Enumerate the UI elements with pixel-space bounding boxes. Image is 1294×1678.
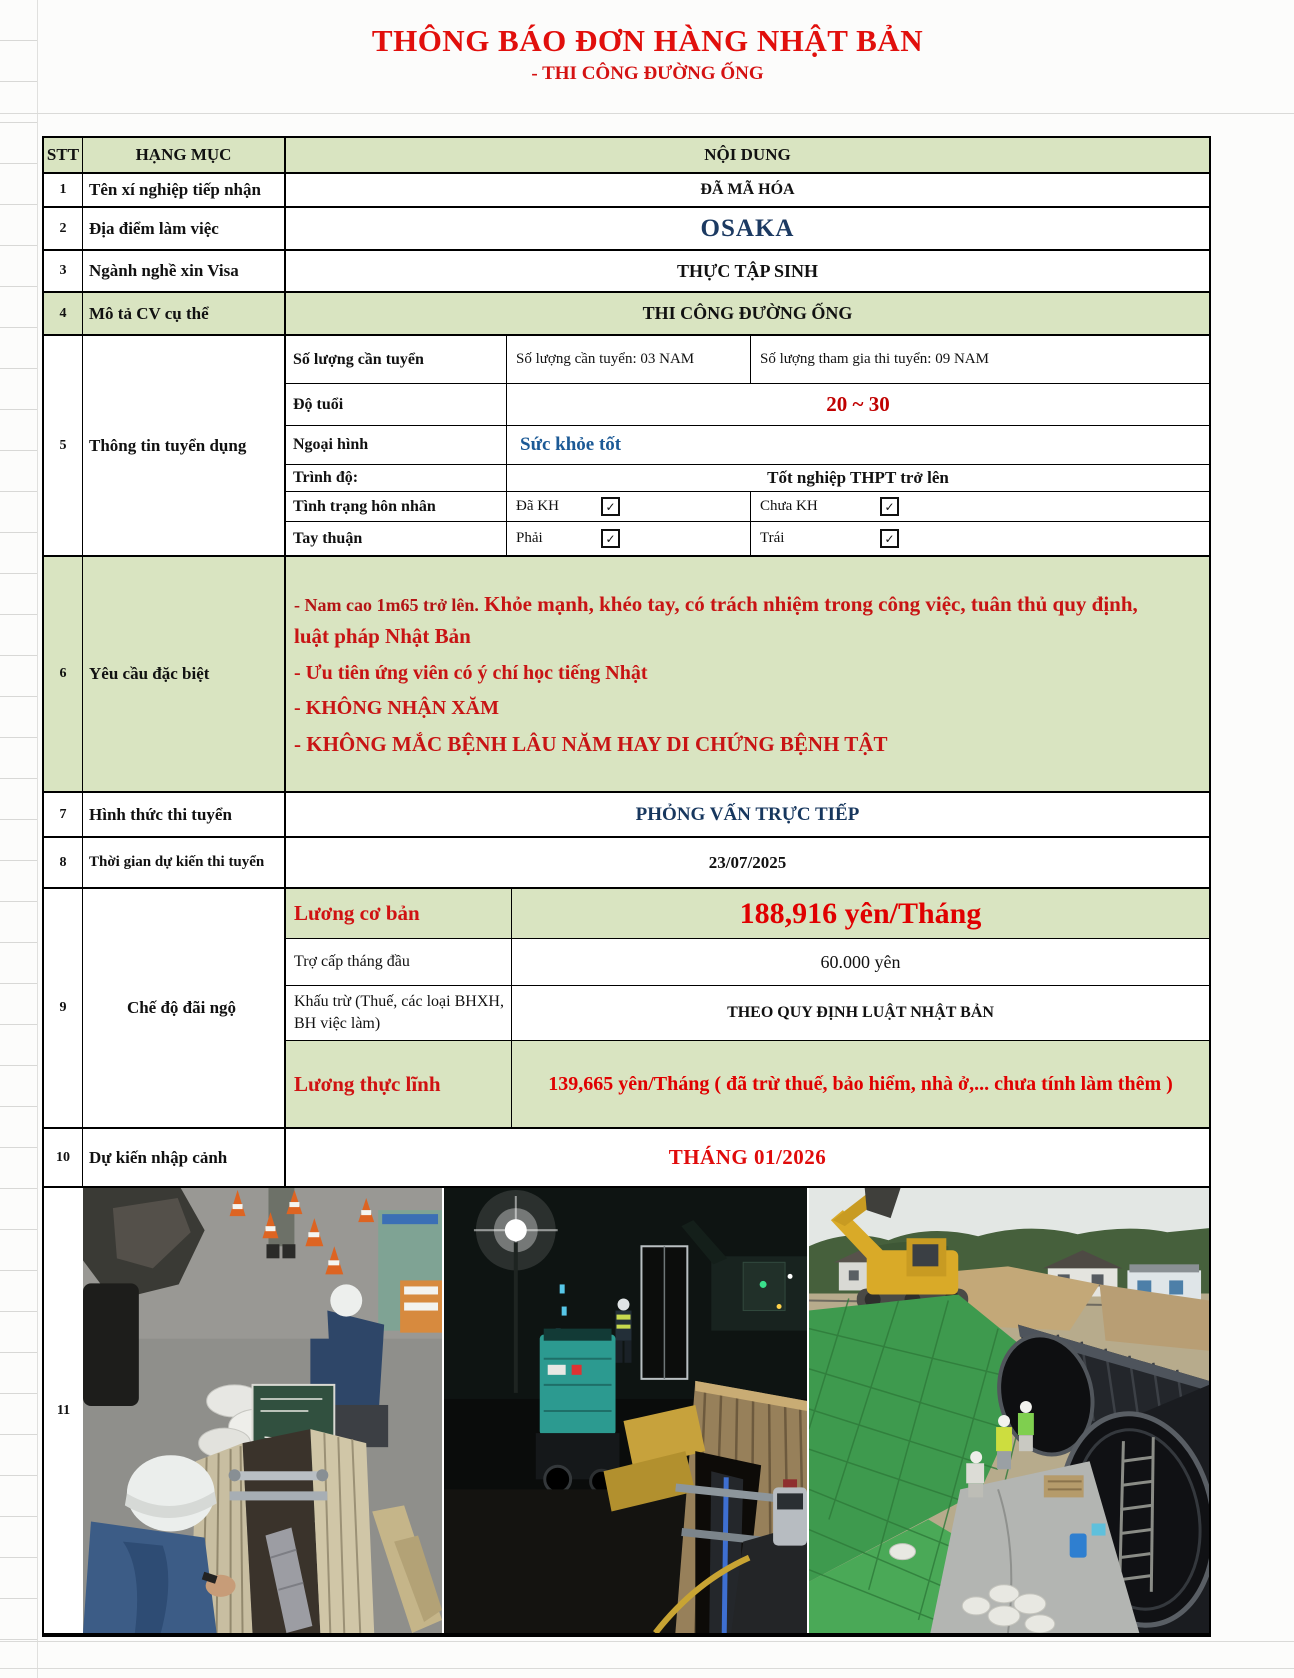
visa-value: THỰC TẬP SINH <box>676 260 819 281</box>
checkbox-single-checked[interactable]: ✓ <box>880 497 899 516</box>
row-label: Tên xí nghiệp tiếp nhận <box>83 174 286 206</box>
table-row-exam-format <box>44 791 1209 836</box>
requirement-no-tattoo: - KHÔNG NHẬN XĂM <box>294 697 499 720</box>
photo-day-trench-svg <box>83 1188 442 1633</box>
document-title-block <box>42 22 1211 85</box>
checkbox-left-hand-checked[interactable]: ✓ <box>880 529 899 548</box>
exam-format-value: PHỎNG VẤN TRỰC TIẾP <box>635 803 860 825</box>
page-subtitle: - THI CÔNG ĐƯỜNG ỐNG <box>531 62 764 84</box>
row-number: 8 <box>44 838 83 887</box>
gridline <box>0 1641 1294 1642</box>
subrow-education <box>286 464 1209 491</box>
subrow-label: Độ tuổi <box>286 384 507 425</box>
subrow-label: Khấu trừ (Thuế, các loại BHXH, BH việc làm) <box>286 986 512 1040</box>
special-requirements-text <box>286 557 1209 791</box>
location-value: OSAKA <box>700 214 795 242</box>
table-header-row <box>44 138 1209 172</box>
photo-night-trench-svg <box>444 1188 807 1633</box>
subrow-label: Ngoại hình <box>286 426 507 464</box>
subrow-label: Trình độ: <box>286 465 507 491</box>
recruit-info-subtable <box>286 336 1209 555</box>
photo-culvert-svg <box>809 1188 1209 1633</box>
row-number: 5 <box>44 336 83 555</box>
education-value: Tốt nghiệp THPT trở lên <box>767 468 949 487</box>
row-label: Chế độ đãi ngộ <box>83 889 286 1127</box>
checkbox-married-checked[interactable]: ✓ <box>601 497 620 516</box>
subrow-label: Trợ cấp tháng đầu <box>286 939 512 985</box>
hand-option-left: Trái <box>760 530 785 546</box>
page-title: THÔNG BÁO ĐƠN HÀNG NHẬT BẢN <box>371 23 924 58</box>
row-number: 1 <box>44 174 83 206</box>
row-number: 7 <box>44 793 83 836</box>
row-label: Mô tả CV cụ thể <box>83 293 286 334</box>
quantity-candidates: Số lượng tham gia thi tuyển: 09 NAM <box>760 351 989 367</box>
subrow-label: Tình trạng hôn nhân <box>286 492 507 521</box>
subrow-deductions <box>286 985 1209 1040</box>
appearance-value: Sức khỏe tốt <box>520 434 622 455</box>
photo-day-trench-pipe-installation <box>83 1188 442 1633</box>
row-label: Yêu cầu đặc biệt <box>83 557 286 791</box>
requirement-japanese: - Ưu tiên ứng viên có ý chí học tiếng Nhật <box>294 662 648 685</box>
subrow-net-salary <box>286 1040 1209 1127</box>
requirement-height: - Nam cao 1m65 trở lên. <box>294 595 479 616</box>
row-number: 11 <box>56 1402 71 1418</box>
row-label: Ngành nghề xin Visa <box>83 251 286 291</box>
subrow-appearance <box>286 425 1209 464</box>
requirement-line-1 <box>294 589 1199 652</box>
row-number: 6 <box>44 557 83 791</box>
exam-date-value: 23/07/2025 <box>708 852 787 872</box>
subrow-base-salary <box>286 889 1209 938</box>
row-number: 4 <box>44 293 83 334</box>
deduction-value: THEO QUY ĐỊNH LUẬT NHẬT BẢN <box>727 1004 994 1021</box>
table-row-compensation <box>44 887 1209 1127</box>
age-range-value: 20 ~ 30 <box>826 392 890 416</box>
table-row-recruit-info <box>44 334 1209 555</box>
row-number: 9 <box>44 889 83 1127</box>
site-photos-strip <box>83 1188 1209 1633</box>
header-stt: STT <box>44 138 83 172</box>
company-value: ĐÃ MÃ HÓA <box>700 181 795 198</box>
entry-date-value: THÁNG 01/2026 <box>668 1145 827 1169</box>
row-label: Thời gian dự kiến thi tuyển <box>83 838 286 887</box>
checkbox-right-hand-checked[interactable]: ✓ <box>601 529 620 548</box>
table-row-visa <box>44 249 1209 291</box>
marital-option-married: Đã KH <box>516 498 559 514</box>
table-row-job-description <box>44 291 1209 334</box>
net-salary-value: 139,665 yên/Tháng ( đã trừ thuế, bảo hiểm, nhà ở,... chưa tính làm thêm ) <box>512 1041 1209 1127</box>
row-label: Hình thức thi tuyển <box>83 793 286 836</box>
row-number: 10 <box>44 1129 83 1186</box>
row-number: 3 <box>44 251 83 291</box>
row-label: Thông tin tuyển dụng <box>83 336 286 555</box>
quantity-needed: Số lượng cần tuyển: 03 NAM <box>507 336 751 383</box>
subrow-label: Tay thuận <box>286 522 507 555</box>
row-label: Địa điểm làm việc <box>83 208 286 249</box>
table-row-entry-date <box>44 1127 1209 1186</box>
table-row-photos <box>44 1186 1209 1633</box>
job-description-value: THI CÔNG ĐƯỜNG ỐNG <box>286 293 1209 334</box>
table-row-company <box>44 172 1209 206</box>
header-content: NỘI DUNG <box>286 138 1209 172</box>
base-salary-value: 188,916 yên/Tháng <box>512 889 1209 938</box>
subrow-label: Số lượng cần tuyển <box>286 336 507 383</box>
hand-option-right: Phải <box>516 530 543 546</box>
row-label: Dự kiến nhập cảnh <box>83 1129 286 1186</box>
subrow-label: Lương cơ bản <box>286 889 512 938</box>
compensation-subtable <box>286 889 1209 1127</box>
sheet-left-margin-gridlines <box>0 0 38 1678</box>
subrow-dominant-hand <box>286 521 1209 555</box>
subrow-marital-status <box>286 491 1209 521</box>
allowance-value: 60.000 yên <box>820 951 901 972</box>
row-number: 2 <box>44 208 83 249</box>
gridline <box>0 113 1294 114</box>
table-row-special-requirements <box>44 555 1209 791</box>
subrow-label: Lương thực lĩnh <box>286 1041 512 1127</box>
gridline <box>0 1668 1294 1669</box>
job-order-table <box>42 136 1211 1637</box>
marital-option-single: Chưa KH <box>760 498 818 514</box>
requirement-health: Khỏe mạnh, khéo tay, có trách nhiệm trong công việc, tuân thủ quy định, luật pháp Nhật Bản <box>294 592 1138 648</box>
table-row-location <box>44 206 1209 249</box>
photo-corrugated-culvert-installation <box>809 1188 1209 1633</box>
requirement-no-disease: - KHÔNG MẮC BỆNH LÂU NĂM HAY DI CHỨNG BỆNH TẬT <box>294 732 888 757</box>
photo-night-trench-excavation <box>444 1188 807 1633</box>
subrow-quantity <box>286 336 1209 383</box>
table-row-exam-date <box>44 836 1209 887</box>
subrow-first-month-allowance <box>286 938 1209 985</box>
subrow-age <box>286 383 1209 425</box>
header-category: HẠNG MỤC <box>83 138 286 172</box>
